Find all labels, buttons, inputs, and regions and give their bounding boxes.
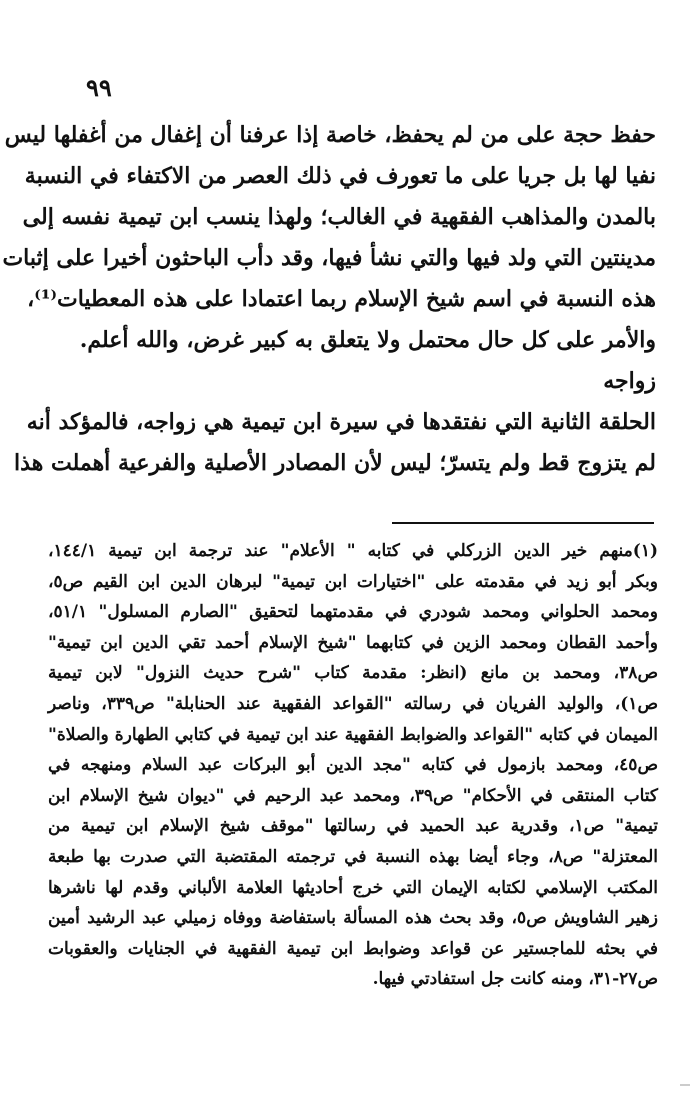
footnote-line: زهير الشاويش ص٥، وقد بحث هذه المسألة باستفاضة ووفاه زميلي عبد الرشيد أمين bbox=[48, 908, 658, 929]
main-text-line: والأمر على كل حال محتمل ولا يتعلق به كبير غرض، والله أعلم. bbox=[79, 327, 656, 353]
main-text bbox=[2, 115, 656, 484]
footnote-line: ص٣٨، ومحمد بن مانع (انظر: مقدمة كتاب "شرح حديث النزول" لابن تيمية bbox=[48, 663, 658, 684]
footnote bbox=[48, 536, 658, 995]
footnote-line: ومحمد الحلواني ومحمد شودري في مقدمتهما لتحقيق "الصارم المسلول" ٥١/١، bbox=[48, 602, 658, 623]
scan-mark bbox=[680, 1084, 690, 1086]
main-text-line: مدينتين التي ولد فيها والتي نشأ فيها، وقد دأب الباحثون أخيرا على إثبات bbox=[2, 245, 656, 271]
section-heading: زواجه bbox=[603, 368, 656, 394]
footnote-line: الميمان في كتابه "القواعد والضوابط الفقهية عند ابن تيمية في كتابي الطهارة والصلاة" bbox=[48, 724, 658, 745]
footnote-line: وأحمد القطان ومحمد الزين في كتابهما "شيخ الإسلام أحمد تقي الدين ابن تيمية" bbox=[48, 632, 658, 653]
page-number: ٩٩ bbox=[86, 73, 112, 102]
footnote-line: في بحثه للماجستير عن قواعد وضوابط ابن تيمية الفقهية في الجنايات والعقوبات bbox=[48, 938, 658, 959]
footnote-line: المعتزلة" ص٨، وجاء أيضا بهذه النسبة في ترجمته المقتضبة التي صدرت بها طبعة bbox=[48, 846, 658, 867]
main-text-line: بالمدن والمذاهب الفقهية في الغالب؛ ولهذا ينسب ابن تيمية نفسه إلى bbox=[22, 204, 656, 230]
main-text-line: نفيا لها بل جريا على ما تعورف في ذلك العصر من الاكتفاء في النسبة bbox=[24, 163, 656, 189]
footnote-separator bbox=[392, 522, 654, 524]
main-text-line: حفظ حجة على من لم يحفظ، خاصة إذا عرفنا أن إغفال من أغفلها ليس bbox=[4, 122, 656, 148]
main-text-line: هذه النسبة في اسم شيخ الإسلام ربما اعتمادا على هذه المعطيات⁽¹⁾، bbox=[27, 286, 656, 312]
footnote-line: المكتب الإسلامي لكتابه الإيمان التي خرج أحاديثها العلامة الألباني وقدم لها ناشرها bbox=[48, 877, 658, 898]
footnote-line: تيمية" ص١، وقدرية عبد الحميد في رسالتها "موقف شيخ الإسلام ابن تيمية من bbox=[48, 816, 658, 837]
footnote-line: كتاب المنتقى في الأحكام" ص٣٩، ومحمد عبد الرحيم في "ديوان شيخ الإسلام ابن bbox=[48, 785, 658, 806]
footnote-line: وبكر أبو زيد في مقدمته على "اختيارات ابن تيمية" لبرهان الدين ابن القيم ص٥، bbox=[48, 571, 659, 592]
footnote-line: (١)منهم خير الدين الزركلي في كتابه " الأعلام" عند ترجمة ابن تيمية ١٤٤/١، bbox=[48, 541, 658, 561]
footnote-line: ص١)، والوليد الفريان في رسالته "القواعد الفقهية عند الحنابلة" ص٣٣٩، وناصر bbox=[48, 693, 658, 714]
footnote-line: ص٤٥، ومحمد بازمول في كتابه "مجد الدين أبو البركات عبد السلام ومنهجه في bbox=[48, 755, 658, 776]
main-text-line: الحلقة الثانية التي نفتقدها في سيرة ابن تيمية هي زواجه، فالمؤكد أنه bbox=[26, 409, 656, 435]
footnote-line: ص٢٧-٣١، ومنه كانت جل استفادتي فيها. bbox=[372, 969, 658, 990]
main-text-line: لم يتزوج قط ولم يتسرّ؛ ليس لأن المصادر الأصلية والفرعية أهملت هذا bbox=[14, 450, 656, 476]
